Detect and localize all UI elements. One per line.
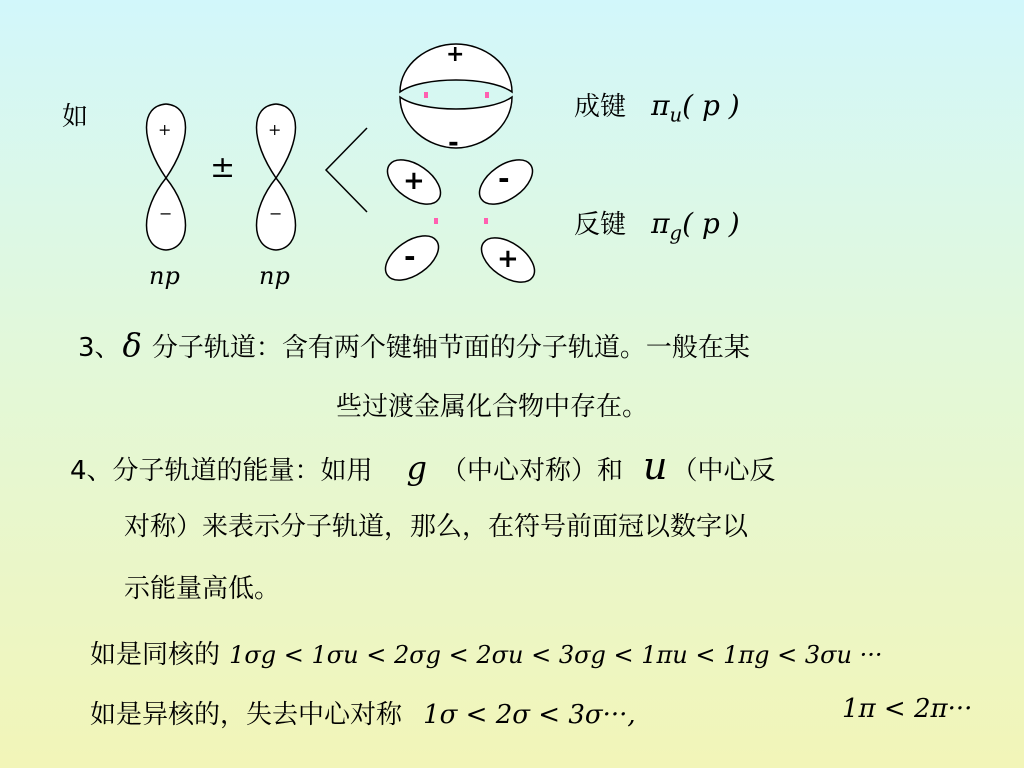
plus-minus-sign: ±	[210, 150, 236, 185]
bonding-label: 成键	[574, 92, 627, 122]
homonuclear-label: 如是同核的	[90, 640, 221, 670]
antibonding-sign-bottom-right: +	[497, 244, 519, 274]
u-symbol: u	[643, 444, 668, 488]
section4-mid: （中心对称）和	[441, 456, 624, 486]
section4-line2: 对称）来表示分子轨道，那么，在符号前面冠以数字以	[124, 512, 749, 542]
bonding-bottom-sign: -	[448, 128, 459, 158]
bonding-symbol: $\pi_u$( p )	[651, 89, 740, 127]
np-label-left: np	[149, 262, 180, 290]
ru-label: 如	[62, 102, 89, 132]
antibonding-sign-bottom-left: -	[404, 240, 416, 273]
g-symbol: g	[406, 449, 428, 487]
antibonding-label: 反键	[574, 210, 627, 240]
delta-symbol: δ	[122, 326, 142, 364]
np-label-right: np	[259, 262, 290, 290]
p-right-top-sign: +	[268, 120, 282, 139]
section3-text-2: 些过渡金属化合物中存在。	[336, 392, 649, 422]
heteronuclear-pi-sequence: 1π < 2π···	[842, 694, 973, 724]
bonding-top-sign: +	[446, 42, 465, 67]
branch-lines	[326, 128, 367, 212]
homonuclear-sequence: 1σg < 1σu < 2σg < 2σu < 3σg < 1πu < 1πg < 3σu ···	[229, 641, 883, 669]
p-right-bottom-sign: −	[269, 204, 283, 223]
heteronuclear-label: 如是异核的，失去中心对称	[90, 700, 403, 730]
bonding-row	[574, 86, 740, 127]
antibonding-sign-top-left: +	[403, 166, 425, 196]
section4-line3: 示能量高低。	[124, 574, 281, 604]
antibonding-symbol: $\pi_g$( p )	[651, 207, 740, 245]
homonuclear-row	[90, 634, 882, 671]
section3-number: 3、	[78, 333, 121, 363]
antibonding-sign-top-right: -	[498, 162, 510, 195]
section4-line1	[70, 444, 776, 488]
section3-line1	[78, 326, 750, 364]
p-left-bottom-sign: −	[159, 204, 173, 223]
p-left-top-sign: +	[158, 120, 172, 139]
section4-tail: （中心反	[671, 456, 776, 486]
heteronuclear-sigma-sequence: 1σ < 2σ < 3σ···,	[423, 700, 636, 730]
heteronuclear-row	[90, 694, 636, 731]
section4-prefix: 4、分子轨道的能量：如用	[70, 456, 373, 486]
antibonding-row	[574, 204, 740, 245]
section3-text-1: 分子轨道：含有两个键轴节面的分子轨道。一般在某	[151, 333, 750, 363]
